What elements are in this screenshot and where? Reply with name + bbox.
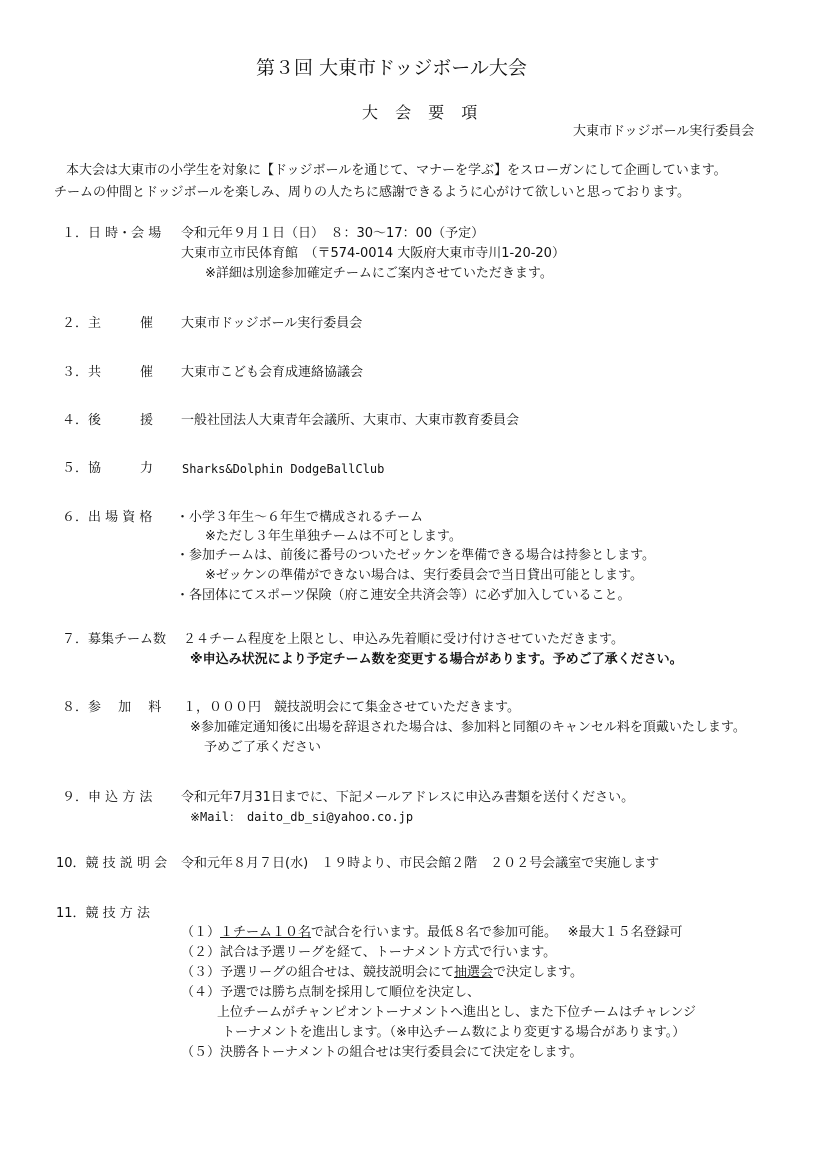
rule-3-prefix: （３）予選リーグの組合せは、競技説明会にて [181,965,455,980]
rule-1 [181,925,683,942]
section-2-text: 大東市ドッジボール実行委員会 [181,316,363,331]
section-4-text: 一般社団法人大東青年会議所、大東市、大東市教育委員会 [181,413,520,428]
rule-1-rest: で試合を行います。最低８名で参加可能。 ※最大１５名登録可 [311,925,683,940]
rule-3-rest: で決定します。 [493,965,583,980]
rule-5: （５）決勝各トーナメントの組合せは実行委員会にて決定をします。 [181,1045,583,1060]
section-1-label: １．日 時・会 場 [62,226,162,241]
section-8-label: ８．参 加 料 [62,700,162,715]
section-9-label: ９．申 込 方 法 [62,790,153,805]
rule-4-line-2: 上位チームがチャンピオントーナメントへ進出とし、また下位チームはチャレンジ [217,1005,697,1020]
section-7-line-2: ※申込み状況により予定チーム数を変更する場合があります。予めご了承ください。 [190,652,683,667]
rule-1-team-size: １チーム１０名 [220,925,312,940]
section-9-line-1: 令和元年7月31日までに、下記メールアドレスに申込み書類を送付ください。 [181,790,635,805]
section-3-label: ３．共 催 [62,365,154,380]
section-6-line-1: ・小学３年生～６年生で構成されるチーム [176,510,424,525]
section-6-label: ６．出 場 資 格 [62,510,153,525]
rule-2: （２）試合は予選リーグを経て、トーナメント方式で行います。 [181,945,557,960]
section-8-line-3: 予めご了承ください [204,740,322,755]
section-6-line-4: ※ゼッケンの準備ができない場合は、実行委員会で当日貸出可能とします。 [205,568,643,583]
section-1-line-2: 大東市立市民体育館 （〒574-0014 大阪府大東市寺川1-20-20） [181,246,565,261]
section-1-line-1: 令和元年９月１日（日） ８：30～17：00（予定） [181,226,485,241]
section-1-line-3: ※詳細は別途参加確定チームにご案内させていただきます。 [205,266,553,281]
rule-1-prefix: （１） [181,925,221,940]
intro-line-1: 本大会は大東市の小学生を対象に【ドッジボールを通じて、マナーを学ぶ】をスローガンにして企画しています。 [66,163,727,178]
section-7-line-1: ２４チーム程度を上限とし、申込み先着順に受け付けさせていただきます。 [183,632,624,647]
rule-3-lottery: 抽選会 [454,965,494,980]
page-subtitle: 大 会 要 項 [362,103,484,122]
section-6-line-3: ・参加チームは、前後に番号のついたゼッケンを準備できる場合は持参とします。 [176,548,656,563]
rule-3 [181,965,583,982]
section-8-line-1: １，０００円 競技説明会にて集金させていただきます。 [183,700,520,715]
rule-4-line-3: トーナメントを進出します。（※申込チーム数により変更する場合があります。） [222,1025,686,1040]
section-2-label: ２．主 催 [62,316,154,331]
rule-4-line-1: （４）予選では勝ち点制を採用して順位を決定し、 [181,985,481,1000]
organizer-name: 大東市ドッジボール実行委員会 [573,124,755,139]
intro-line-2: チームの仲間とドッジボールを楽しみ、周りの人たちに感謝できるように心がけて欲しいと思っております。 [54,185,690,200]
section-6-line-5: ・各団体にてスポーツ保険（府こ連安全共済会等）に必ず加入していること。 [176,588,631,603]
section-11-label: 11．競 技 方 法 [56,906,150,921]
section-4-label: ４．後 援 [62,413,154,428]
section-9-email: ※Mail： daito_db_si@yahoo.co.jp [190,810,414,824]
page-title: 第３回 大東市ドッジボール大会 [256,57,527,79]
section-3-text: 大東市こども会育成連絡協議会 [181,365,364,380]
section-5-text: Sharks&Dolphin DodgeBallClub [182,462,385,476]
section-5-label: ５．協 力 [62,461,154,476]
section-7-label: ７．募集チーム数 [62,632,167,647]
section-10-line-1: 令和元年８月７日(水) １９時より、市民会館２階 ２０２号会議室で実施します [181,856,660,871]
section-10-label: 10．競 技 説 明 会 [56,856,168,871]
section-8-line-2: ※参加確定通知後に出場を辞退された場合は、参加料と同額のキャンセル料を頂戴いたします。 [190,720,746,735]
section-6-line-2: ※ただし３年生単独チームは不可とします。 [205,529,462,544]
